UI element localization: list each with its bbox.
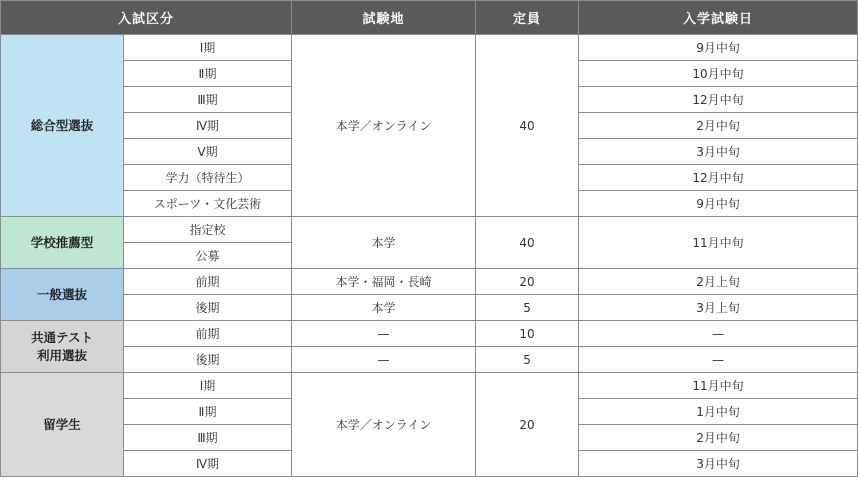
table-row xyxy=(1,373,858,399)
date-cell: 12月中旬 xyxy=(579,165,858,191)
date-cell: — xyxy=(579,321,858,347)
header-capacity: 定員 xyxy=(476,1,579,35)
venue-cell: 本学／オンライン xyxy=(292,373,476,477)
subcategory: Ⅱ期 xyxy=(124,399,292,425)
date-cell: 12月中旬 xyxy=(579,87,858,113)
subcategory: Ⅰ期 xyxy=(124,373,292,399)
subcategory: 指定校 xyxy=(124,217,292,243)
subcategory: Ⅲ期 xyxy=(124,87,292,113)
date-cell: 11月中旬 xyxy=(579,373,858,399)
subcategory: スポーツ・文化芸術 xyxy=(124,191,292,217)
table-row xyxy=(1,217,858,243)
capacity-cell: 10 xyxy=(476,321,579,347)
venue-cell: 本学 xyxy=(292,295,476,321)
date-cell: — xyxy=(579,347,858,373)
table-row xyxy=(1,347,858,373)
subcategory: Ⅳ期 xyxy=(124,113,292,139)
venue-cell: 本学 xyxy=(292,217,476,269)
subcategory: 前期 xyxy=(124,321,292,347)
table-row xyxy=(1,269,858,295)
capacity-cell: 20 xyxy=(476,373,579,477)
table-row xyxy=(1,321,858,347)
capacity-cell: 5 xyxy=(476,347,579,373)
subcategory: 公募 xyxy=(124,243,292,269)
date-cell: 1月中旬 xyxy=(579,399,858,425)
date-cell: 10月中旬 xyxy=(579,61,858,87)
date-cell: 2月中旬 xyxy=(579,425,858,451)
capacity-cell: 20 xyxy=(476,269,579,295)
date-cell: 3月中旬 xyxy=(579,139,858,165)
subcategory: 後期 xyxy=(124,295,292,321)
date-cell: 9月中旬 xyxy=(579,35,858,61)
subcategory: 後期 xyxy=(124,347,292,373)
category-sogo: 総合型選抜 xyxy=(1,35,124,217)
header-category: 入試区分 xyxy=(1,1,292,35)
subcategory: 前期 xyxy=(124,269,292,295)
header-row xyxy=(1,1,858,35)
subcategory: Ⅳ期 xyxy=(124,451,292,477)
capacity-cell: 40 xyxy=(476,217,579,269)
venue-cell: — xyxy=(292,321,476,347)
date-cell: 2月中旬 xyxy=(579,113,858,139)
category-common-test: 共通テスト 利用選抜 xyxy=(1,321,124,373)
venue-cell: 本学／オンライン xyxy=(292,35,476,217)
subcategory: Ⅴ期 xyxy=(124,139,292,165)
category-general: 一般選抜 xyxy=(1,269,124,321)
table-row xyxy=(1,295,858,321)
subcategory: Ⅰ期 xyxy=(124,35,292,61)
venue-cell: 本学・福岡・長崎 xyxy=(292,269,476,295)
date-cell: 9月中旬 xyxy=(579,191,858,217)
date-cell: 3月上旬 xyxy=(579,295,858,321)
header-venue: 試験地 xyxy=(292,1,476,35)
subcategory: 学力（特待生） xyxy=(124,165,292,191)
category-international: 留学生 xyxy=(1,373,124,477)
category-school-recommendation: 学校推薦型 xyxy=(1,217,124,269)
date-cell: 11月中旬 xyxy=(579,217,858,269)
date-cell: 3月中旬 xyxy=(579,451,858,477)
date-cell: 2月上旬 xyxy=(579,269,858,295)
subcategory: Ⅱ期 xyxy=(124,61,292,87)
table-row xyxy=(1,35,858,61)
header-date: 入学試験日 xyxy=(579,1,858,35)
venue-cell: — xyxy=(292,347,476,373)
subcategory: Ⅲ期 xyxy=(124,425,292,451)
capacity-cell: 40 xyxy=(476,35,579,217)
capacity-cell: 5 xyxy=(476,295,579,321)
